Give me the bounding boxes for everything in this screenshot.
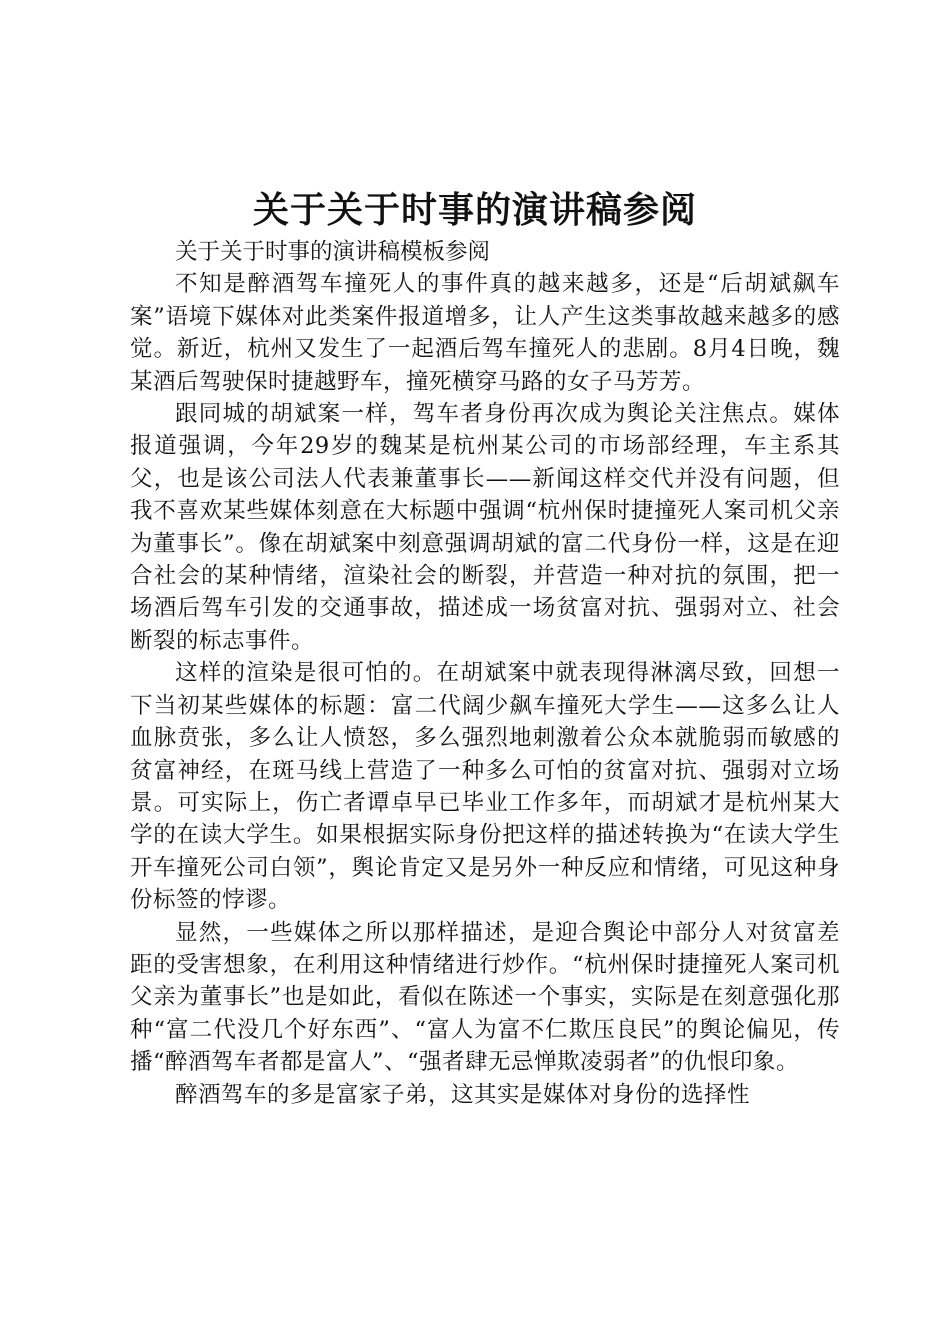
paragraph-4: 显然，一些媒体之所以那样描述，是迎合舆论中部分人对贫富差距的受害想象，在利用这种情绪进行炒作。“杭州保时捷撞死人案司机父亲为董事长”也是如此，看似在陈述一个事实，实际是在刻意强化那种“富二代没几个好东西”、“富人为富不仁欺压良民”的舆论偏见，传播“醉酒驾车者都是富人”、“强者肆无忌惮欺凌弱者”的仇恨印象。	[130, 919, 840, 1076]
paragraph-3: 这样的渲染是很可怕的。在胡斌案中就表现得淋漓尽致，回想一下当初某些媒体的标题：富二代阔少飙车撞死大学生——这多么让人血脉贲张，多么让人愤怒，多么强烈地刺激着公众本就脆弱而敏感的贫富神经，在斑马线上营造了一种多么可怕的贫富对抗、强弱对立场景。可实际上，伤亡者谭卓早已毕业工作多年，而胡斌才是杭州某大学的在读大学生。如果根据实际身份把这样的描述转换为“在读大学生开车撞死公司白领”，舆论肯定又是另外一种反应和情绪，可见这种身份标签的悖谬。	[130, 660, 840, 914]
document-body	[130, 236, 840, 1111]
paragraph-1: 不知是醉酒驾车撞死人的事件真的越来越多，还是“后胡斌飙车案”语境下媒体对此类案件报道增多，让人产生这类事故越来越多的感觉。新近，杭州又发生了一起酒后驾车撞死人的悲剧。8月4日晚，魏某酒后驾驶保时捷越野车，撞死横穿马路的女子马芳芳。	[130, 271, 840, 395]
document-subtitle: 关于关于时事的演讲稿模板参阅	[175, 239, 491, 265]
paragraph-5: 醉酒驾车的多是富家子弟，这其实是媒体对身份的选择性	[175, 1081, 751, 1108]
document-title: 关于关于时事的演讲稿参阅	[252, 189, 697, 231]
paragraph-2: 跟同城的胡斌案一样，驾车者身份再次成为舆论关注焦点。媒体报道强调，今年29岁的魏某是杭州某公司的市场部经理，车主系其父，也是该公司法人代表兼董事长——新闻这样交代并没有问题，但我不喜欢某些媒体刻意在大标题中强调“杭州保时捷撞死人案司机父亲为董事长”。像在胡斌案中刻意强调胡斌的富二代身份一样，这是在迎合社会的某种情绪，渲染社会的断裂，并营造一种对抗的氛围，把一场酒后驾车引发的交通事故，描述成一场贫富对抗、强弱对立、社会断裂的标志事件。	[130, 401, 840, 654]
